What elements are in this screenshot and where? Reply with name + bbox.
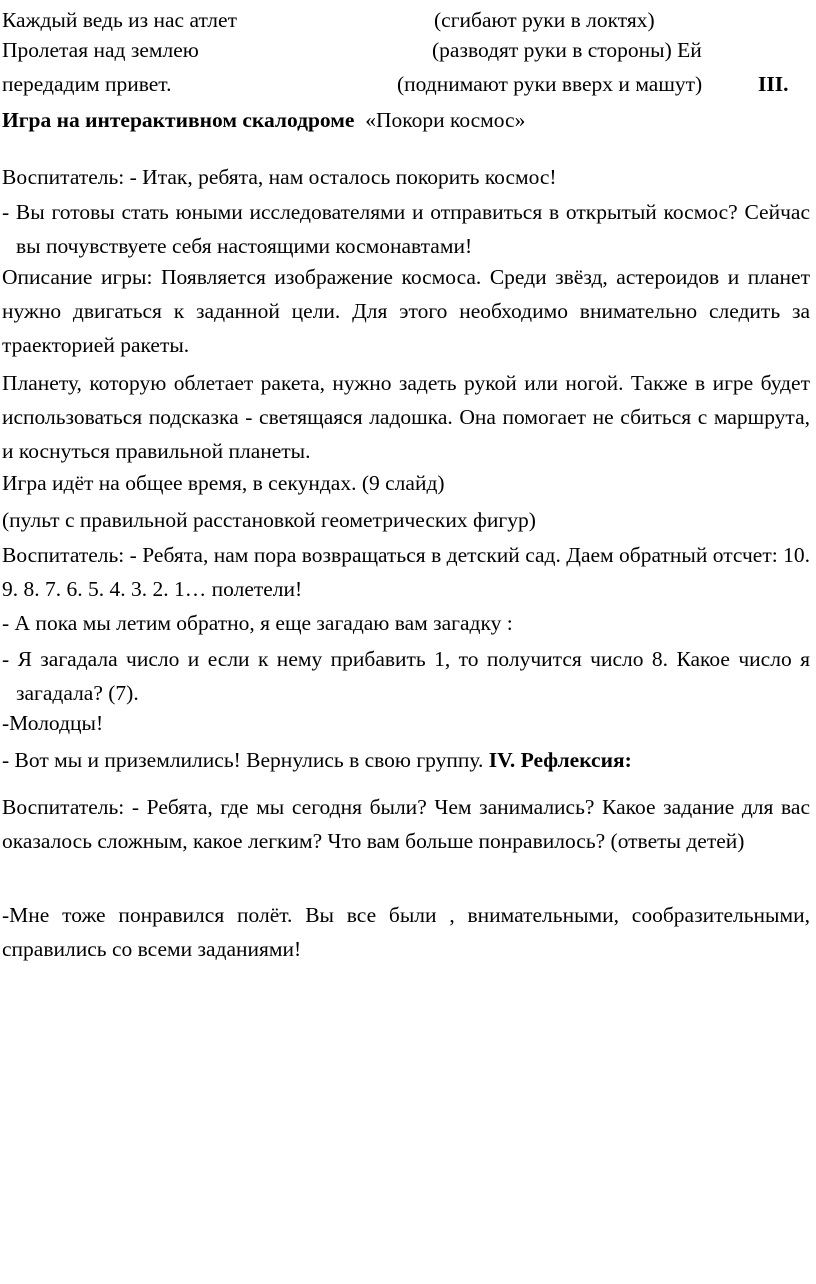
dialog2-paragraph-1: Воспитатель: - Ребята, нам пора возвращаться в детский сад. Даем обратный отсчет: 10. 9. 8. 7. 6. 5. 4. 3. 2. 1… полетели! — [2, 543, 810, 601]
dialog2-paragraph-4: -Молодцы! — [2, 711, 104, 735]
game-heading — [2, 106, 525, 134]
game-description-paragraph-4: (пульт с правильной расстановкой геометрических фигур) — [2, 508, 536, 532]
dialog1-paragraph-2: - Вы готовы стать юными исследователями и отправиться в открытый космос? Сейчас вы почувствуете себя настоящими космонавтами! — [2, 200, 810, 258]
poem-line-3: передадим привет. — [2, 72, 172, 96]
reflection-paragraph-1: Воспитатель: - Ребята, где мы сегодня были? Чем занимались? Какое задание для вас оказалось сложным, какое легким? Что вам больше понравилось? (ответы детей) — [2, 795, 810, 853]
section-4-heading: IV. Рефлексия: — [488, 748, 632, 772]
dialog2-paragraph-2: - А пока мы летим обратно, я еще загадаю вам загадку : — [2, 611, 513, 635]
dialog2-landed-text: - Вот мы и приземлились! Вернулись в свою группу. — [2, 748, 484, 772]
section-3-number: III. — [758, 72, 789, 96]
game-heading-bold: Игра на интерактивном скалодроме — [2, 108, 355, 132]
poem-action-1: (сгибают руки в локтях) — [434, 8, 655, 32]
poem-action-2: (разводят руки в стороны) Ей — [432, 38, 702, 62]
poem-action-3: (поднимают руки вверх и машут) — [397, 72, 703, 96]
poem-line-2: Пролетая над землею — [2, 38, 199, 62]
game-description-paragraph-1: Описание игры: Появляется изображение космоса. Среди звёзд, астероидов и планет нужно двигаться к заданной цели. Для этого необходимо внимательно следить за траекторией ракеты. — [2, 265, 810, 357]
dialog2-paragraph-5 — [2, 746, 632, 774]
game-description-paragraph-3: Игра идёт на общее время, в секундах. (9 слайд) — [2, 471, 445, 495]
poem-line-1: Каждый ведь из нас атлет — [2, 8, 237, 32]
reflection-paragraph-2: -Мне тоже понравился полёт. Вы все были , внимательными, сообразительными, справились со всеми заданиями! — [2, 903, 810, 961]
dialog2-paragraph-3: - Я загадала число и если к нему прибавить 1, то получится число 8. Какое число я загадала? (7). — [2, 647, 810, 705]
dialog1-paragraph-1: Воспитатель: - Итак, ребята, нам осталось покорить космос! — [2, 165, 557, 189]
game-heading-title: «Покори космос» — [365, 108, 526, 132]
game-description-paragraph-2: Планету, которую облетает ракета, нужно задеть рукой или ногой. Также в игре будет использоваться подсказка - светящаяся ладошка. Она помогает не сбиться с маршрута, и коснуться правильной планеты. — [2, 371, 810, 463]
